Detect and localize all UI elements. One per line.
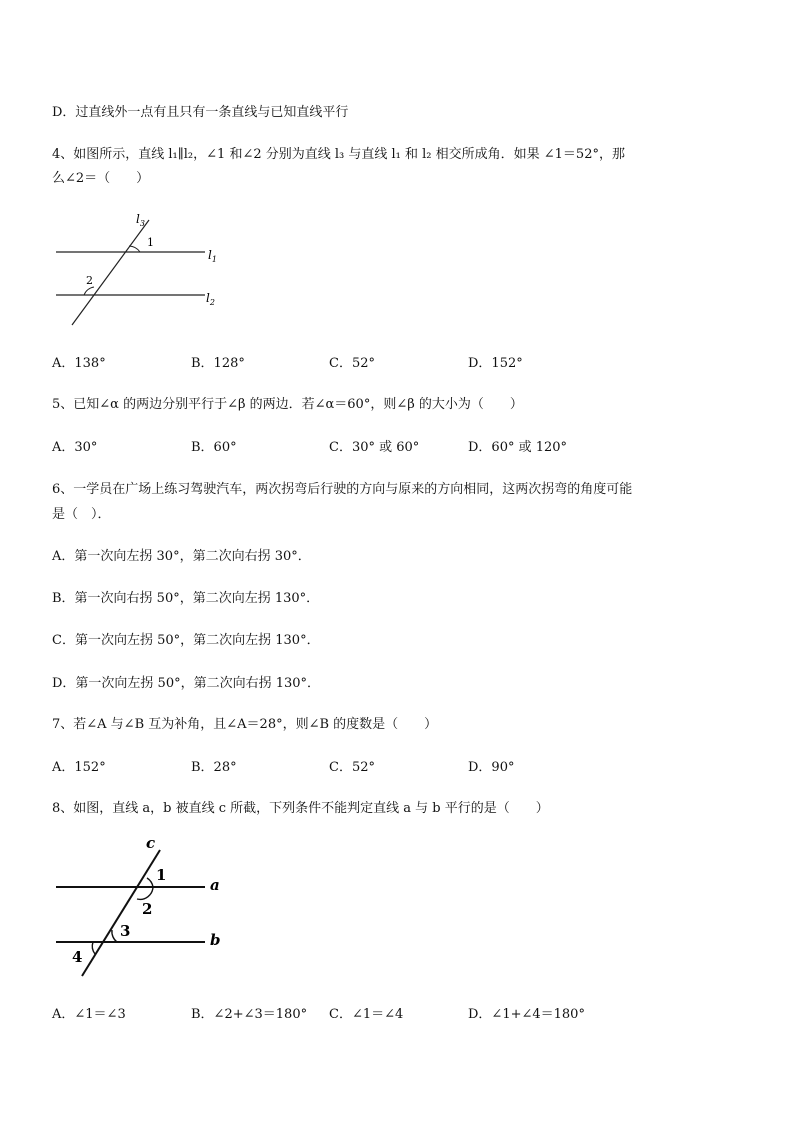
q7-option-c[interactable]: C．52° [329,760,375,775]
q4-stem-line1: 4、如图所示，直线 l₁∥l₂，∠1 和∠2 分别为直线 l₃ 与直线 l₁ 和 l₂ 相交所成角．如果 ∠1＝52°，那 [52,147,625,162]
q7-option-d[interactable]: D．90° [468,760,515,775]
q4-label-angle1: 1 [147,236,154,249]
q8-option-d[interactable]: D．∠1+∠4＝180° [468,1007,585,1022]
q8-angle4-arc [92,942,95,954]
q8-label-a: a [210,876,220,894]
q8-label-angle1: 1 [156,866,167,884]
q8-angle3-arc [112,930,117,942]
q4-stem-line2: 么∠2＝（ ） [52,171,150,186]
q8-stem: 8、如图，直线 a，b 被直线 c 所截，下列条件不能判定直线 a 与 b 平行的是（ ） [52,801,549,816]
q4-option-c[interactable]: C．52° [329,356,375,371]
q4-angle1-arc [129,246,140,252]
q4-label-l1: $l_1$ [208,248,217,264]
q6-stem-line2: 是（ ）． [52,507,111,522]
q8-label-angle4: 4 [72,948,83,966]
q7-option-b[interactable]: B．28° [191,760,237,775]
q4-figure [50,208,230,330]
q4-label-l3: $l_3$ [136,212,145,228]
q8-option-c[interactable]: C．∠1＝∠4 [329,1007,404,1022]
q8-angle2-arc [137,887,153,899]
q8-label-b: b [210,931,221,949]
q4-angle2-arc [84,287,94,295]
q6-option-d[interactable]: D．第一次向左拐 50°，第二次向右拐 130°． [52,676,321,691]
q8-label-angle3: 3 [120,922,131,940]
q8-figure [50,832,230,982]
q5-option-b[interactable]: B．60° [191,440,237,455]
prev-option-d: D．过直线外一点有且只有一条直线与已知直线平行 [52,105,349,120]
q8-option-b[interactable]: B．∠2+∠3＝180° [191,1007,308,1022]
q5-stem: 5、已知∠α 的两边分别平行于∠β 的两边．若∠α＝60°，则∠β 的大小为（ ） [52,397,523,412]
q5-option-d[interactable]: D．60° 或 120° [468,440,568,455]
q4-line-l3 [72,220,149,325]
q7-stem: 7、若∠A 与∠B 互为补角，且∠A＝28°，则∠B 的度数是（ ） [52,717,438,732]
q8-label-angle2: 2 [142,900,153,918]
q8-option-a[interactable]: A．∠1＝∠3 [52,1007,126,1022]
q5-option-c[interactable]: C．30° 或 60° [329,440,420,455]
q4-label-l2: $l_2$ [206,291,215,307]
q4-option-d[interactable]: D．152° [468,356,523,371]
q8-angle1-arc [147,878,153,887]
q6-stem-line1: 6、一学员在广场上练习驾驶汽车，两次拐弯后行驶的方向与原来的方向相同，这两次拐弯的角度可能 [52,482,633,497]
q7-option-a[interactable]: A．152° [52,760,106,775]
q6-option-a[interactable]: A．第一次向左拐 30°，第二次向右拐 30°． [52,549,311,564]
q6-option-b[interactable]: B．第一次向右拐 50°，第二次向左拐 130°． [52,591,320,606]
q4-option-b[interactable]: B．128° [191,356,245,371]
q5-option-a[interactable]: A．30° [52,440,98,455]
q6-option-c[interactable]: C．第一次向左拐 50°，第二次向左拐 130°． [52,633,320,648]
q8-label-c: c [146,834,156,852]
q4-option-a[interactable]: A．138° [52,356,106,371]
q4-label-angle2: 2 [86,274,93,287]
